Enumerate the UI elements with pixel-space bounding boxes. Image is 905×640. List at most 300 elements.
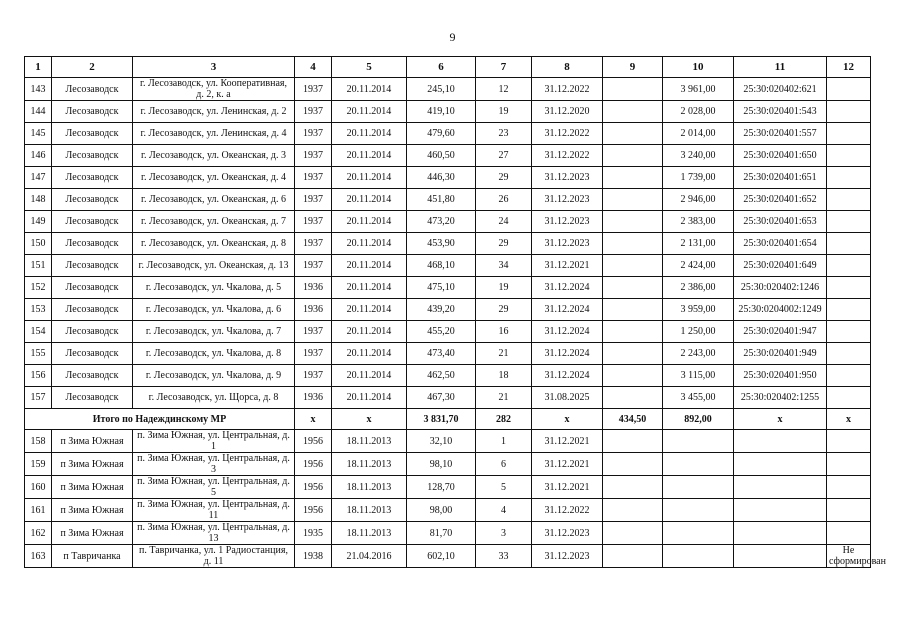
table-cell-addr: г. Лесозаводск, ул. Океанская, д. 8 xyxy=(133,233,295,255)
table-cell-c11 xyxy=(734,476,827,499)
table-cell-c10: 3 240,00 xyxy=(663,145,734,167)
table-cell-c8: 31.12.2023 xyxy=(532,211,603,233)
table-cell-year: 1956 xyxy=(295,453,332,476)
table-cell-c8: 31.12.2022 xyxy=(532,78,603,101)
table-cell-year: 1936 xyxy=(295,387,332,409)
table-row xyxy=(25,78,871,101)
table-cell-c11 xyxy=(734,453,827,476)
table-cell-year: 1937 xyxy=(295,343,332,365)
table-cell-c7: 29 xyxy=(476,299,532,321)
table-cell-place: п Зима Южная xyxy=(52,453,133,476)
table-cell-place: п Зима Южная xyxy=(52,499,133,522)
table-cell-c9 xyxy=(603,430,663,453)
table-cell-c12 xyxy=(827,101,871,123)
table-cell-addr: п. Тавричанка, ул. 1 Радиостанция, д. 11 xyxy=(133,545,295,568)
table-cell-c7: 34 xyxy=(476,255,532,277)
table-cell-n: 143 xyxy=(25,78,52,101)
table-cell-addr: г. Лесозаводск, ул. Щорса, д. 8 xyxy=(133,387,295,409)
table-cell-area: 467,30 xyxy=(407,387,476,409)
table-cell-area: 419,10 xyxy=(407,101,476,123)
table-row xyxy=(25,189,871,211)
table-cell-c9 xyxy=(603,167,663,189)
table-cell-area: 81,70 xyxy=(407,522,476,545)
table-row xyxy=(25,299,871,321)
table-cell-c8: 31.12.2023 xyxy=(532,545,603,568)
table-cell-place: Лесозаводск xyxy=(52,189,133,211)
table-cell-c10 xyxy=(663,522,734,545)
table-cell-place: Лесозаводск xyxy=(52,277,133,299)
column-header: 12 xyxy=(827,57,871,78)
header-row xyxy=(25,57,871,78)
table-cell-n: 151 xyxy=(25,255,52,277)
table-cell-n: 157 xyxy=(25,387,52,409)
table-cell-area: 475,10 xyxy=(407,277,476,299)
table-cell-date: 20.11.2014 xyxy=(332,101,407,123)
table-cell-date: 20.11.2014 xyxy=(332,321,407,343)
table-cell-date: 20.11.2014 xyxy=(332,343,407,365)
table-cell-c7: 29 xyxy=(476,167,532,189)
table-cell-year: 1937 xyxy=(295,78,332,101)
table-cell-c11: 25:30:020401:650 xyxy=(734,145,827,167)
table-cell-year: 1938 xyxy=(295,545,332,568)
table-cell-date: 20.11.2014 xyxy=(332,365,407,387)
table-cell-c12 xyxy=(827,321,871,343)
table-cell-c7: 21 xyxy=(476,387,532,409)
table-cell-c8: 31.12.2024 xyxy=(532,321,603,343)
table-cell-c8: 31.12.2023 xyxy=(532,522,603,545)
total-row xyxy=(25,409,871,430)
table-cell-area: 451,80 xyxy=(407,189,476,211)
table-cell-place: п Зима Южная xyxy=(52,522,133,545)
table-row xyxy=(25,255,871,277)
table-cell-year: 1936 xyxy=(295,277,332,299)
table-cell-date: 18.11.2013 xyxy=(332,522,407,545)
table-cell-c8: 31.12.2021 xyxy=(532,453,603,476)
table-cell-year: 1936 xyxy=(295,299,332,321)
table-cell-c10: 2 383,00 xyxy=(663,211,734,233)
table-cell-addr: г. Лесозаводск, ул. Океанская, д. 3 xyxy=(133,145,295,167)
table-cell-addr: г. Лесозаводск, ул. Океанская, д. 13 xyxy=(133,255,295,277)
table-cell-addr: п. Зима Южная, ул. Центральная, д. 11 xyxy=(133,499,295,522)
column-header: 3 xyxy=(133,57,295,78)
table-cell-c7: 3 xyxy=(476,522,532,545)
total-cell: х xyxy=(332,409,407,430)
column-header: 10 xyxy=(663,57,734,78)
table-cell-c9 xyxy=(603,101,663,123)
table-cell-c7: 21 xyxy=(476,343,532,365)
table-cell-c10 xyxy=(663,499,734,522)
table-cell-addr: п. Зима Южная, ул. Центральная, д. 13 xyxy=(133,522,295,545)
table-cell-date: 21.04.2016 xyxy=(332,545,407,568)
table-row xyxy=(25,321,871,343)
table-cell-c9 xyxy=(603,545,663,568)
table-cell-c12 xyxy=(827,78,871,101)
column-header: 6 xyxy=(407,57,476,78)
table-cell-c11: 25:30:0204002:1249 xyxy=(734,299,827,321)
table-cell-c12 xyxy=(827,387,871,409)
table-cell-n: 155 xyxy=(25,343,52,365)
table-cell-c10: 2 131,00 xyxy=(663,233,734,255)
table-cell-area: 473,40 xyxy=(407,343,476,365)
table-cell-year: 1937 xyxy=(295,321,332,343)
table-cell-c11: 25:30:020401:947 xyxy=(734,321,827,343)
table-cell-area: 245,10 xyxy=(407,78,476,101)
table-cell-place: Лесозаводск xyxy=(52,299,133,321)
table-cell-c12 xyxy=(827,167,871,189)
table-cell-c10: 2 946,00 xyxy=(663,189,734,211)
table-cell-c7: 1 xyxy=(476,430,532,453)
table-cell-c12 xyxy=(827,189,871,211)
table-cell-addr: г. Лесозаводск, ул. Кооперативная, д. 2, к. а xyxy=(133,78,295,101)
table-cell-c9 xyxy=(603,277,663,299)
table-row xyxy=(25,365,871,387)
table-cell-c8: 31.08.2025 xyxy=(532,387,603,409)
table-cell-date: 20.11.2014 xyxy=(332,277,407,299)
table-cell-area: 462,50 xyxy=(407,365,476,387)
table-cell-c10: 2 014,00 xyxy=(663,123,734,145)
table-cell-c7: 23 xyxy=(476,123,532,145)
table-cell-c11: 25:30:020401:950 xyxy=(734,365,827,387)
table-cell-n: 150 xyxy=(25,233,52,255)
total-cell: 282 xyxy=(476,409,532,430)
table-cell-c7: 26 xyxy=(476,189,532,211)
table-cell-c12 xyxy=(827,145,871,167)
total-cell: х xyxy=(532,409,603,430)
table-cell-c10 xyxy=(663,545,734,568)
table-cell-c9 xyxy=(603,189,663,211)
table-cell-c7: 27 xyxy=(476,145,532,167)
table-cell-year: 1956 xyxy=(295,430,332,453)
table-cell-date: 20.11.2014 xyxy=(332,387,407,409)
table-cell-date: 20.11.2014 xyxy=(332,78,407,101)
table-cell-c12 xyxy=(827,299,871,321)
table-cell-place: Лесозаводск xyxy=(52,123,133,145)
table-cell-c7: 16 xyxy=(476,321,532,343)
table-cell-year: 1937 xyxy=(295,189,332,211)
table-cell-n: 145 xyxy=(25,123,52,145)
total-cell: 892,00 xyxy=(663,409,734,430)
register-table xyxy=(24,56,886,568)
column-header: 8 xyxy=(532,57,603,78)
table-cell-place: Лесозаводск xyxy=(52,233,133,255)
column-header: 2 xyxy=(52,57,133,78)
table-cell-place: Лесозаводск xyxy=(52,145,133,167)
table-cell-c8: 31.12.2021 xyxy=(532,476,603,499)
total-cell: х xyxy=(734,409,827,430)
table-cell-c7: 19 xyxy=(476,277,532,299)
table-cell-c12 xyxy=(827,522,871,545)
table-cell-addr: г. Лесозаводск, ул. Океанская, д. 7 xyxy=(133,211,295,233)
table-cell-c9 xyxy=(603,387,663,409)
table-row xyxy=(25,145,871,167)
table-cell-c8: 31.12.2021 xyxy=(532,430,603,453)
table-cell-c8: 31.12.2023 xyxy=(532,233,603,255)
table-cell-c9 xyxy=(603,211,663,233)
table-cell-c7: 19 xyxy=(476,101,532,123)
table-row xyxy=(25,343,871,365)
column-header: 5 xyxy=(332,57,407,78)
column-header: 9 xyxy=(603,57,663,78)
total-label: Итого по Надеждинскому МР xyxy=(25,409,295,430)
table-cell-addr: г. Лесозаводск, ул. Океанская, д. 6 xyxy=(133,189,295,211)
table-cell-addr: г. Лесозаводск, ул. Чкалова, д. 9 xyxy=(133,365,295,387)
table-cell-area: 460,50 xyxy=(407,145,476,167)
table-cell-c12 xyxy=(827,255,871,277)
table-row xyxy=(25,499,871,522)
table-cell-c9 xyxy=(603,233,663,255)
table-cell-c12 xyxy=(827,211,871,233)
table-cell-n: 158 xyxy=(25,430,52,453)
table-cell-c11: 25:30:020402:1246 xyxy=(734,277,827,299)
table-cell-c9 xyxy=(603,321,663,343)
table-cell-year: 1937 xyxy=(295,255,332,277)
table-cell-c11: 25:30:020401:654 xyxy=(734,233,827,255)
table-cell-n: 156 xyxy=(25,365,52,387)
table-cell-area: 98,10 xyxy=(407,453,476,476)
table-cell-c12: Не сформирован xyxy=(827,545,871,568)
table-cell-area: 32,10 xyxy=(407,430,476,453)
table-cell-c11: 25:30:020401:557 xyxy=(734,123,827,145)
table-cell-date: 18.11.2013 xyxy=(332,476,407,499)
table-cell-year: 1935 xyxy=(295,522,332,545)
column-header: 4 xyxy=(295,57,332,78)
table-cell-c10: 2 386,00 xyxy=(663,277,734,299)
table-cell-date: 20.11.2014 xyxy=(332,189,407,211)
table-cell-c12 xyxy=(827,123,871,145)
table-cell-area: 602,10 xyxy=(407,545,476,568)
table-row xyxy=(25,167,871,189)
table-cell-c7: 29 xyxy=(476,233,532,255)
table-cell-c9 xyxy=(603,453,663,476)
table-cell-c7: 33 xyxy=(476,545,532,568)
table-cell-area: 479,60 xyxy=(407,123,476,145)
table-cell-c9 xyxy=(603,78,663,101)
table-cell-date: 20.11.2014 xyxy=(332,123,407,145)
table-cell-addr: п. Зима Южная, ул. Центральная, д. 1 xyxy=(133,430,295,453)
table-cell-year: 1956 xyxy=(295,499,332,522)
table-cell-year: 1937 xyxy=(295,233,332,255)
table-row xyxy=(25,545,871,568)
table-cell-place: Лесозаводск xyxy=(52,365,133,387)
table-cell-c10: 3 115,00 xyxy=(663,365,734,387)
column-header: 1 xyxy=(25,57,52,78)
table-cell-date: 20.11.2014 xyxy=(332,167,407,189)
table-cell-c11: 25:30:020401:649 xyxy=(734,255,827,277)
table-cell-date: 20.11.2014 xyxy=(332,211,407,233)
table-cell-c7: 4 xyxy=(476,499,532,522)
table-cell-c11 xyxy=(734,499,827,522)
table-cell-place: п Тавричанка xyxy=(52,545,133,568)
table-cell-place: п Зима Южная xyxy=(52,476,133,499)
table-cell-c11: 25:30:020402:621 xyxy=(734,78,827,101)
table-cell-c8: 31.12.2024 xyxy=(532,365,603,387)
table-cell-n: 149 xyxy=(25,211,52,233)
table-cell-addr: п. Зима Южная, ул. Центральная, д. 5 xyxy=(133,476,295,499)
total-cell: х xyxy=(827,409,871,430)
column-header: 7 xyxy=(476,57,532,78)
table-cell-c9 xyxy=(603,255,663,277)
table-cell-year: 1937 xyxy=(295,145,332,167)
table-cell-c7: 24 xyxy=(476,211,532,233)
table-cell-c10: 2 028,00 xyxy=(663,101,734,123)
table-row xyxy=(25,233,871,255)
table-cell-c10: 1 739,00 xyxy=(663,167,734,189)
table-cell-date: 20.11.2014 xyxy=(332,233,407,255)
table-cell-n: 163 xyxy=(25,545,52,568)
table-cell-n: 154 xyxy=(25,321,52,343)
table-row xyxy=(25,430,871,453)
table-cell-date: 18.11.2013 xyxy=(332,453,407,476)
table-cell-c12 xyxy=(827,233,871,255)
table-cell-c7: 18 xyxy=(476,365,532,387)
table-cell-year: 1937 xyxy=(295,123,332,145)
page-number: 9 xyxy=(449,30,456,44)
table-cell-c8: 31.12.2022 xyxy=(532,145,603,167)
table-cell-c8: 31.12.2022 xyxy=(532,123,603,145)
table-cell-c7: 12 xyxy=(476,78,532,101)
table-cell-c9 xyxy=(603,123,663,145)
table-cell-c9 xyxy=(603,476,663,499)
table-cell-c10 xyxy=(663,430,734,453)
table-cell-c10: 3 961,00 xyxy=(663,78,734,101)
total-cell: 434,50 xyxy=(603,409,663,430)
table-cell-n: 147 xyxy=(25,167,52,189)
table-cell-c10 xyxy=(663,453,734,476)
table-cell-c10: 2 424,00 xyxy=(663,255,734,277)
table-cell-c9 xyxy=(603,365,663,387)
table-cell-area: 455,20 xyxy=(407,321,476,343)
table-cell-addr: г. Лесозаводск, ул. Ленинская, д. 2 xyxy=(133,101,295,123)
table-row xyxy=(25,211,871,233)
table-row xyxy=(25,522,871,545)
table-cell-c8: 31.12.2021 xyxy=(532,255,603,277)
table-cell-c12 xyxy=(827,430,871,453)
table-body-total xyxy=(25,409,871,430)
table-cell-area: 446,30 xyxy=(407,167,476,189)
total-cell: х xyxy=(295,409,332,430)
table-cell-c8: 31.12.2024 xyxy=(532,277,603,299)
table-cell-year: 1937 xyxy=(295,101,332,123)
table-cell-n: 146 xyxy=(25,145,52,167)
table-cell-area: 468,10 xyxy=(407,255,476,277)
table-cell-c8: 31.12.2020 xyxy=(532,101,603,123)
table-cell-addr: г. Лесозаводск, ул. Чкалова, д. 7 xyxy=(133,321,295,343)
table-cell-c10: 1 250,00 xyxy=(663,321,734,343)
table-cell-c11 xyxy=(734,522,827,545)
table-cell-n: 160 xyxy=(25,476,52,499)
table-cell-c7: 5 xyxy=(476,476,532,499)
table-cell-place: Лесозаводск xyxy=(52,255,133,277)
table-cell-year: 1937 xyxy=(295,211,332,233)
table-cell-place: Лесозаводск xyxy=(52,387,133,409)
table-cell-c11: 25:30:020401:651 xyxy=(734,167,827,189)
table-cell-n: 152 xyxy=(25,277,52,299)
table-cell-date: 20.11.2014 xyxy=(332,255,407,277)
table-row xyxy=(25,101,871,123)
table-cell-c10: 3 455,00 xyxy=(663,387,734,409)
table-cell-place: Лесозаводск xyxy=(52,321,133,343)
table-cell-c11 xyxy=(734,545,827,568)
table-cell-addr: п. Зима Южная, ул. Центральная, д. 3 xyxy=(133,453,295,476)
table-cell-year: 1937 xyxy=(295,365,332,387)
table-cell-c12 xyxy=(827,343,871,365)
table-cell-date: 18.11.2013 xyxy=(332,499,407,522)
table-cell-c11 xyxy=(734,430,827,453)
table-cell-area: 473,20 xyxy=(407,211,476,233)
table-cell-date: 20.11.2014 xyxy=(332,299,407,321)
table-cell-c11: 25:30:020402:1255 xyxy=(734,387,827,409)
table-cell-c8: 31.12.2024 xyxy=(532,299,603,321)
table-cell-c12 xyxy=(827,453,871,476)
total-cell: 3 831,70 xyxy=(407,409,476,430)
table-cell-c11: 25:30:020401:949 xyxy=(734,343,827,365)
table-body-section-b xyxy=(25,430,886,568)
table-cell-c12 xyxy=(827,476,871,499)
table-cell-year: 1956 xyxy=(295,476,332,499)
table-row xyxy=(25,476,871,499)
table-cell-year: 1937 xyxy=(295,167,332,189)
column-header: 11 xyxy=(734,57,827,78)
table-cell-n: 162 xyxy=(25,522,52,545)
table-cell-c9 xyxy=(603,499,663,522)
table-cell-date: 18.11.2013 xyxy=(332,430,407,453)
table-cell-c8: 31.12.2024 xyxy=(532,343,603,365)
table-row xyxy=(25,123,871,145)
table-cell-area: 128,70 xyxy=(407,476,476,499)
table-cell-c11: 25:30:020401:652 xyxy=(734,189,827,211)
table-cell-place: Лесозаводск xyxy=(52,343,133,365)
table-cell-date: 20.11.2014 xyxy=(332,145,407,167)
table-cell-n: 161 xyxy=(25,499,52,522)
table-cell-place: п Зима Южная xyxy=(52,430,133,453)
table-cell-c12 xyxy=(827,365,871,387)
table-cell-place: Лесозаводск xyxy=(52,211,133,233)
table-cell-c10: 2 243,00 xyxy=(663,343,734,365)
table-cell-addr: г. Лесозаводск, ул. Чкалова, д. 6 xyxy=(133,299,295,321)
table-cell-c8: 31.12.2023 xyxy=(532,189,603,211)
table-cell-c11: 25:30:020401:653 xyxy=(734,211,827,233)
table-cell-c8: 31.12.2022 xyxy=(532,499,603,522)
table-cell-c7: 6 xyxy=(476,453,532,476)
table-cell-c9 xyxy=(603,522,663,545)
table-cell-area: 439,20 xyxy=(407,299,476,321)
table-cell-addr: г. Лесозаводск, ул. Ленинская, д. 4 xyxy=(133,123,295,145)
table-cell-c11: 25:30:020401:543 xyxy=(734,101,827,123)
table-cell-c12 xyxy=(827,499,871,522)
table-cell-place: Лесозаводск xyxy=(52,78,133,101)
table-row xyxy=(25,277,871,299)
table-cell-n: 148 xyxy=(25,189,52,211)
table-cell-place: Лесозаводск xyxy=(52,101,133,123)
table-cell-n: 159 xyxy=(25,453,52,476)
table-cell-c9 xyxy=(603,299,663,321)
table-cell-n: 153 xyxy=(25,299,52,321)
table-cell-c9 xyxy=(603,145,663,167)
table-cell-c9 xyxy=(603,343,663,365)
table-cell-n: 144 xyxy=(25,101,52,123)
table-cell-c10: 3 959,00 xyxy=(663,299,734,321)
table-cell-c8: 31.12.2023 xyxy=(532,167,603,189)
table-cell-addr: г. Лесозаводск, ул. Чкалова, д. 8 xyxy=(133,343,295,365)
table-cell-addr: г. Лесозаводск, ул. Чкалова, д. 5 xyxy=(133,277,295,299)
table-cell-addr: г. Лесозаводск, ул. Океанская, д. 4 xyxy=(133,167,295,189)
table-row xyxy=(25,387,871,409)
table-cell-c10 xyxy=(663,476,734,499)
table-row xyxy=(25,453,871,476)
table-cell-c12 xyxy=(827,277,871,299)
table-cell-area: 98,00 xyxy=(407,499,476,522)
table-cell-place: Лесозаводск xyxy=(52,167,133,189)
